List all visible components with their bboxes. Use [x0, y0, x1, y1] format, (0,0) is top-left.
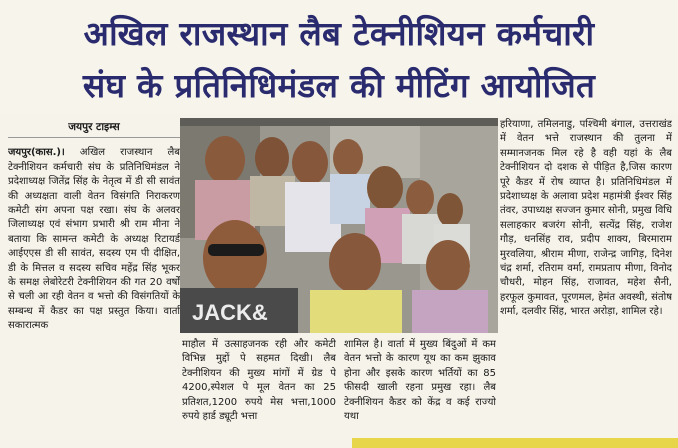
group-photo-illustration [180, 118, 498, 333]
article-text-col1: अखिल राजस्थान लैब टेक्नीशियन कर्मचारी संघ के प्रतिनिधिमंडल ने प्रदेशाध्यक्ष जितेंद्र सिंह के नेतृत्व में डी सी सावंत की अध्यक्षता वाली वेतन विसंगति निराकरण कमेटी संग अपना पक्ष रखा। संघ के अलवर जिलाध्यक्ष एवं संभाग प्रभारी श्री राम मीना ने बताया कि सामन्त कमेटी के अध्यक्ष रिटायर्ड आईएएस डी सी सावंत, सदस्य एम पी दीक्षित, डी के मित्तल व सदस्य सचिव महेंद्र सिंह भूकर के समक्ष लेबोरेटरी टेक्नीशियन की गत 20 वर्षों से चली आ रही वेतन व भत्तो की विसंगतियों के सम्बन्ध में कैडर का पक्ष प्रस्तुत किया। वार्ता सकारात्मक [8, 147, 180, 332]
article-column-3: हरियाणा, तमिलनाडु, पश्चिमी बंगाल, उत्तराखंड में वेतन भत्ते राजस्थान की तुलना में सम्मानजनक मिल रहे है वही यहां के लैब टेक्नीशियन दो दशक से पीड़ित है,जिस कारण पूरे कैडर में रोष व्याप्त है। प्रतिनिधिमंडल में प्रदेशाध्यक्ष के अलावा प्रदेश महामंत्री ईश्वर सिंह तंवर, उपाध्यक्ष सज्जन कुमार सोनी, प्रमुख विधि सलाहकार बजरंग सोनी, सत्येंद्र सिंह, राजेश गौड़, धनसिंह राव, प्रदीप शाक्य, बिरमाराम मुरवलिया, श्रीराम मीणा, राजेन्द्र जागिड़, दिनेश चंद्र शर्मा, रतिराम वर्मा, रामप्रताप मीणा, विनोद चौधरी, मोहन सिंह, राजावत, महेश सैनी, हरफूल कुमावत, पूरणमल, हेमंत अवस्थी, संतोष शर्मा, दलवीर सिंह, भारत अरोड़ा, शामिल रहे। [500, 119, 672, 318]
headline-line-2: संघ के प्रतिनिधिमंडल की मीटिंग आयोजित [82, 66, 596, 105]
article-column-1 [8, 118, 180, 444]
headline-block [0, 0, 678, 114]
news-photo [180, 118, 498, 333]
dateline: जयपुर(कास.)। [8, 147, 65, 159]
shirt-print-text: JACK& [192, 300, 268, 325]
ad-strip [352, 438, 678, 448]
headline-line-1: अखिल राजस्थान लैब टेक्नीशियन कर्मचारी [83, 14, 595, 53]
byline: जयपुर टाइम्स [8, 120, 180, 138]
article-text-bottom-2: शामिल है। वार्ता में मुख्य बिंदुओं में कम वेतन भत्तो के कारण यूथ का कम झुकाव होना और इसके कारण भर्तियों का 85 फीसदी खाली रहना प्रमुख रहा। लैब टेक्नीशियन कैडर को केंद्र व कई राज्यो यथा [344, 339, 496, 423]
article-text-bottom-1: माहौल में उत्साहजनक रही और कमेटी विभिन्न मुद्दों पे सहमत दिखी। लैब टेक्नीशियन की मुख्य मांगों में ग्रेड पे 4200,स्पेशल पे मूल वेतन का 25 प्रतिशत,1200 रुपये मेस भत्ता,1000 रुपये हार्ड ड्यूटी भत्ता [182, 339, 336, 423]
